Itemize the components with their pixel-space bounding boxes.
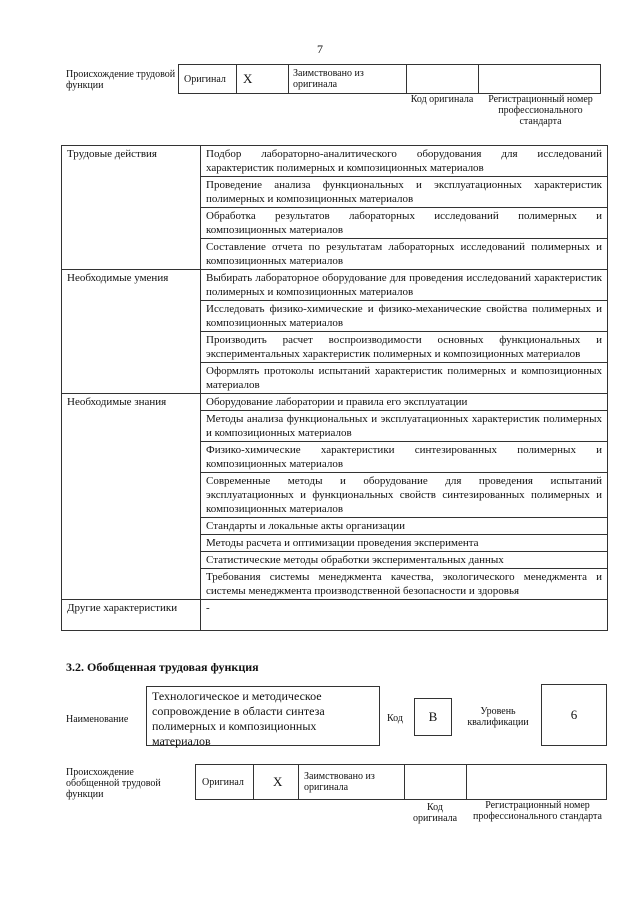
row-header: Трудовые действия: [62, 146, 201, 270]
original-cell: Оригинал: [196, 765, 254, 799]
section-title: 3.2. Обобщенная трудовая функция: [66, 660, 259, 674]
reg-caption: Регистрационный номер профессионального стандарта: [473, 800, 602, 822]
name-label: Наименование: [66, 714, 129, 725]
table-cell: Оборудование лаборатории и правила его эксплуатации: [201, 394, 608, 411]
table-cell: Стандарты и локальные акты организации: [201, 518, 608, 535]
original-cell: Оригинал: [179, 65, 237, 93]
table-cell: Выбирать лабораторное оборудование для проведения исследований характеристик полимерных и композиционных материалов: [201, 270, 608, 301]
level-label: Уровень квалификации: [467, 706, 529, 728]
table-cell: Оформлять протоколы испытаний характеристик полимерных и композиционных материалов: [201, 363, 608, 394]
origin-label: Происхождение трудовой функции: [66, 69, 176, 91]
borrowed-cell: Заимствовано из оригинала: [299, 765, 405, 799]
original-mark: X: [237, 65, 289, 93]
original-code-cell: [407, 65, 479, 93]
table-cell: Статистические методы обработки экспериментальных данных: [201, 552, 608, 569]
table-cell: Производить расчет воспроизводимости основных функциональных и экспериментальных характеристик полимерных и композиционных материалов: [201, 332, 608, 363]
table-row: [62, 394, 608, 411]
origin-row: [178, 64, 601, 94]
table-row: [62, 270, 608, 301]
reg-number-cell: [479, 65, 600, 93]
reg-caption: Регистрационный номер профессионального стандарта: [488, 94, 593, 127]
table-cell: Подбор лабораторно-аналитического оборудования для исследований характеристик полимерных и композиционных материалов: [201, 146, 608, 177]
table-cell: Современные методы и оборудование для проведения испытаний эксплуатационных и функциональных свойств синтезированных полимерных и композиционных материалов: [201, 473, 608, 518]
table-cell: Требования системы менеджмента качества, экологического менеджмента и системы менеджмента производственной безопасности и здоровья: [201, 569, 608, 600]
borrowed-cell: Заимствовано из оригинала: [289, 65, 407, 93]
code-caption: Код оригинала: [410, 94, 474, 105]
level-value: 6: [541, 684, 607, 746]
code-value: B: [414, 698, 452, 736]
table-cell: Физико-химические характеристики синтезированных полимерных и композиционных материалов: [201, 442, 608, 473]
row-header: Необходимые знания: [62, 394, 201, 600]
row-header: Другие характеристики: [62, 600, 201, 631]
table-row: [62, 600, 608, 631]
code-label: Код: [387, 713, 403, 724]
table-row: [62, 146, 608, 177]
table-cell: Проведение анализа функциональных и эксплуатационных характеристик полимерных и композиционных материалов: [201, 177, 608, 208]
original-code-cell: [405, 765, 467, 799]
labor-function-table: [61, 145, 608, 631]
origin-row: [195, 764, 607, 800]
original-mark: X: [254, 765, 299, 799]
generalized-origin-label: Происхождение обобщенной трудовой функции: [66, 767, 161, 800]
table-cell: Методы анализа функциональных и эксплуатационных характеристик полимерных и композиционных материалов: [201, 411, 608, 442]
code-caption: Код оригинала: [412, 802, 458, 824]
reg-number-cell: [467, 765, 606, 799]
table-cell: Составление отчета по результатам лабораторных исследований полимерных и композиционных материалов: [201, 239, 608, 270]
table-cell: -: [201, 600, 608, 631]
table-cell: Исследовать физико-химические и физико-механические свойства полимерных и композиционных материалов: [201, 301, 608, 332]
table-cell: Методы расчета и оптимизации проведения эксперимента: [201, 535, 608, 552]
page-number: 7: [317, 42, 323, 56]
row-header: Необходимые умения: [62, 270, 201, 394]
table-cell: Обработка результатов лабораторных исследований полимерных и композиционных материалов: [201, 208, 608, 239]
function-name-box: Технологическое и методическое сопровождение в области синтеза полимерных и композиционных материалов: [146, 686, 380, 746]
